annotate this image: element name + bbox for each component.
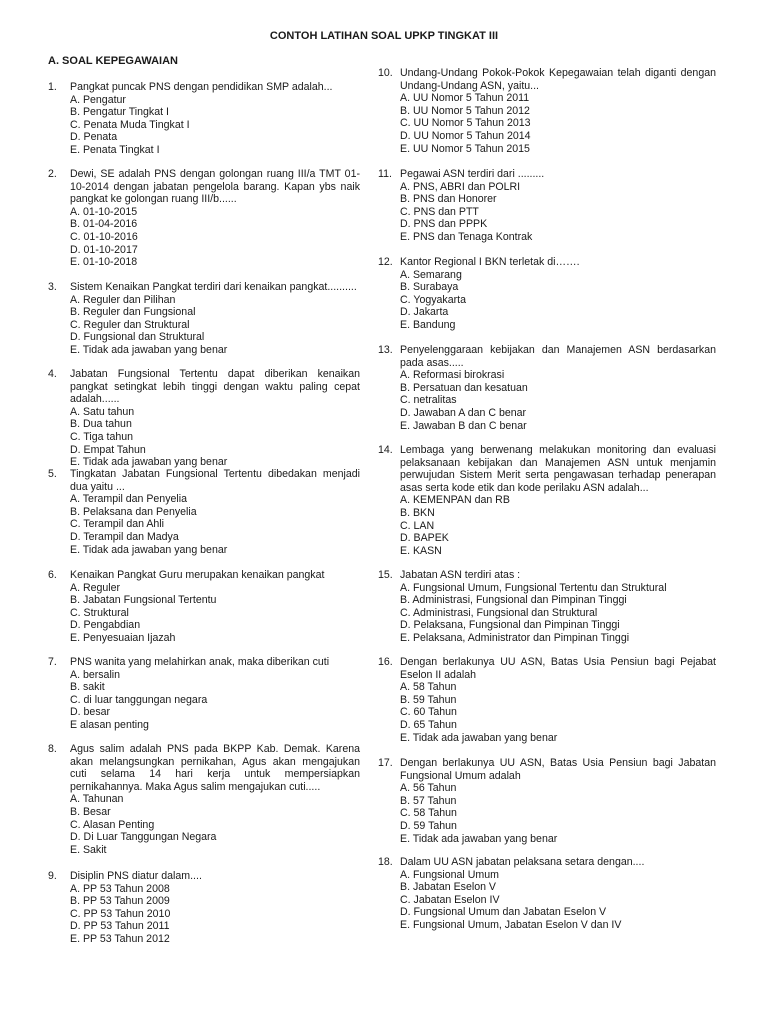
answer-option: B. PNS dan Honorer: [400, 193, 497, 206]
answer-option: A. 58 Tahun: [400, 681, 457, 694]
answer-option: B. 57 Tahun: [400, 794, 457, 807]
answer-option: E. PNS dan Tenaga Kontrak: [400, 230, 533, 243]
question-5: [48, 468, 360, 556]
answer-option: B. Surabaya: [400, 281, 459, 294]
answer-option: B. Jabatan Eselon V: [400, 881, 496, 894]
question-14: [378, 444, 716, 557]
answer-option: C. Terampil dan Ahli: [70, 518, 165, 531]
answer-option: A. PP 53 Tahun 2008: [70, 882, 170, 895]
answer-option: D. 59 Tahun: [400, 819, 457, 832]
answer-option: B. 59 Tahun: [400, 693, 457, 706]
answer-option: D. Empat Tahun: [70, 443, 146, 456]
answer-option: D. BAPEK: [400, 532, 449, 545]
question-17: [378, 757, 716, 845]
question-number: 9.: [48, 870, 57, 882]
answer-option: E. UU Nomor 5 Tahun 2015: [400, 142, 530, 155]
answer-option: A. Reguler: [70, 581, 121, 594]
answer-option: B. Pengatur Tingkat I: [70, 106, 169, 119]
answer-option: C. 60 Tahun: [400, 706, 457, 719]
answer-option: A. 56 Tahun: [400, 782, 457, 795]
answer-option: E. 01-10-2018: [70, 256, 138, 269]
question-number: 15.: [378, 569, 393, 581]
answer-option: A. Reformasi birokrasi: [400, 369, 505, 382]
question-16: [378, 656, 716, 744]
answer-option: A. Tahunan: [70, 793, 124, 806]
answer-option: A. 01-10-2015: [70, 205, 138, 218]
answer-option: C. PNS dan PTT: [400, 205, 479, 218]
answer-option: E. Pelaksana, Administrator dan Pimpinan Tinggi: [400, 631, 630, 644]
answer-option: D. Jawaban A dan C benar: [400, 406, 527, 419]
question-text: Kenaikan Pangkat Guru merupakan kenaikan pangkat: [70, 569, 325, 581]
answer-option: B. BKN: [400, 506, 435, 519]
answer-option: D. Jakarta: [400, 306, 449, 319]
question-text: Jabatan Fungsional Tertentu dapat diberikan kenaikan pangkat setingkat lebih tinggi dengan waktu paling cepat adalah......: [70, 368, 360, 406]
question-text: Kantor Regional I BKN terletak di…….: [400, 256, 580, 268]
answer-option: D. Fungsional dan Struktural: [70, 331, 205, 344]
question-10: [378, 67, 716, 155]
answer-option: C. netralitas: [400, 394, 457, 407]
question-number: 16.: [378, 656, 393, 668]
answer-option: C. 58 Tahun: [400, 807, 457, 820]
answer-option: D. PNS dan PPPK: [400, 218, 488, 231]
question-9: [48, 870, 360, 946]
answer-option: C. Tiga tahun: [70, 430, 134, 443]
answer-option: A. Terampil dan Penyelia: [70, 493, 187, 506]
answer-option: C. PP 53 Tahun 2010: [70, 907, 171, 920]
question-number: 18.: [378, 856, 393, 868]
answer-option: C. LAN: [400, 519, 435, 532]
answer-option: C. Reguler dan Struktural: [70, 318, 190, 331]
answer-option: A. Semarang: [400, 268, 462, 281]
answer-option: C. UU Nomor 5 Tahun 2013: [400, 117, 531, 130]
answer-option: B. Jabatan Fungsional Tertentu: [70, 594, 217, 607]
question-15: [378, 569, 716, 645]
answer-option: D. Terampil dan Madya: [70, 530, 179, 543]
question-number: 14.: [378, 444, 393, 456]
answer-option: E. Bandung: [400, 318, 456, 331]
question-text: Dalam UU ASN jabatan pelaksana setara dengan....: [400, 856, 645, 868]
answer-option: D. Pengabdian: [70, 619, 141, 632]
question-text: Lembaga yang berwenang melakukan monitoring dan evaluasi pelaksanaan kebijakan dan Manajemen ASN untuk menjamin perwujudan Sistem Merit serta pengawasan terhadap penerapan asas serta kode etik dan kode perilaku ASN adalah...: [400, 444, 716, 494]
answer-option: E. Tidak ada jawaban yang benar: [70, 543, 228, 556]
answer-option: C. 01-10-2016: [70, 230, 138, 243]
question-13: [378, 344, 716, 432]
answer-option: A. Pengatur: [70, 93, 126, 106]
question-text: Dewi, SE adalah PNS dengan golongan ruang III/a TMT 01-10-2014 dengan jabatan pengelola barang. Kapan ybs naik pangkat ke golongan ruang III/b......: [70, 168, 360, 206]
answer-option: A. KEMENPAN dan RB: [400, 494, 510, 507]
page-title: CONTOH LATIHAN SOAL UPKP TINGKAT III: [269, 30, 499, 42]
answer-option: B. 01-04-2016: [70, 218, 138, 231]
question-number: 5.: [48, 468, 57, 480]
answer-option: D. PP 53 Tahun 2011: [70, 920, 170, 933]
question-number: 2.: [48, 168, 57, 180]
answer-option: A. Satu tahun: [70, 405, 135, 418]
answer-option: A. Reguler dan Pilihan: [70, 293, 176, 306]
question-number: 11.: [378, 168, 392, 180]
question-text: Penyelenggaraan kebijakan dan Manajemen ASN berdasarkan pada asas.....: [400, 344, 716, 369]
answer-option: D. Di Luar Tanggungan Negara: [70, 831, 217, 844]
section-heading: A. SOAL KEPEGAWAIAN: [48, 55, 178, 67]
question-number: 4.: [48, 368, 57, 380]
question-6: [48, 569, 360, 645]
answer-option: C. Struktural: [70, 606, 129, 619]
answer-option: D. UU Nomor 5 Tahun 2014: [400, 129, 531, 142]
answer-option: B. UU Nomor 5 Tahun 2012: [400, 104, 530, 117]
answer-option: C. di luar tanggungan negara: [70, 693, 208, 706]
question-number: 17.: [378, 757, 393, 769]
answer-option: E. KASN: [400, 544, 442, 557]
question-3: [48, 281, 360, 357]
answer-option: B. Besar: [70, 805, 111, 818]
answer-option: D. 65 Tahun: [400, 718, 457, 731]
answer-option: C. Yogyakarta: [400, 293, 466, 306]
question-text: Jabatan ASN terdiri atas :: [400, 569, 521, 581]
question-number: 1.: [48, 81, 57, 93]
question-text: Dengan berlakunya UU ASN, Batas Usia Pensiun bagi Pejabat Eselon II adalah: [400, 656, 716, 681]
answer-option: A. UU Nomor 5 Tahun 2011: [400, 92, 530, 105]
question-number: 6.: [48, 569, 57, 581]
question-text: Pangkat puncak PNS dengan pendidikan SMP adalah...: [70, 81, 333, 93]
question-18: [378, 856, 716, 932]
answer-option: E. Sakit: [70, 843, 107, 856]
answer-option: A. PNS, ABRI dan POLRI: [400, 180, 521, 193]
answer-option: C. Penata Muda Tingkat I: [70, 118, 190, 131]
answer-option: A. Fungsional Umum: [400, 868, 499, 881]
question-number: 7.: [48, 656, 57, 668]
question-number: 10.: [378, 67, 393, 79]
question-2: [48, 168, 360, 269]
answer-option: D. besar: [70, 706, 111, 719]
question-number: 3.: [48, 281, 57, 293]
answer-option: C. Alasan Penting: [70, 818, 155, 831]
answer-option: E. Penyesuaian Ijazah: [70, 631, 176, 644]
answer-option: E. Fungsional Umum, Jabatan Eselon V dan IV: [400, 918, 622, 931]
answer-option: D. Fungsional Umum dan Jabatan Eselon V: [400, 906, 607, 919]
question-text: Pegawai ASN terdiri dari .........: [400, 168, 545, 180]
answer-option: D. Penata: [70, 131, 118, 144]
answer-option: B. Reguler dan Fungsional: [70, 306, 196, 319]
question-4: [48, 368, 360, 469]
question-text: Tingkatan Jabatan Fungsional Tertentu dibedakan menjadi dua yaitu ...: [70, 468, 360, 493]
question-text: Agus salim adalah PNS pada BKPP Kab. Demak. Karena akan melangsungkan pernikahan, Agus akan mengajukan cuti selama 14 hari kerja untuk mempersiapkan pernikahannya. Maka Agus salim mengajukan cuti.....: [70, 743, 360, 793]
question-number: 12.: [378, 256, 393, 268]
answer-option: B. Persatuan dan kesatuan: [400, 381, 528, 394]
question-1: [48, 81, 360, 157]
answer-option: E. Tidak ada jawaban yang benar: [70, 456, 228, 469]
answer-option: B. sakit: [70, 681, 105, 694]
question-8: [48, 743, 360, 856]
answer-option: C. Jabatan Eselon IV: [400, 893, 500, 906]
answer-option: E. Jawaban B dan C benar: [400, 419, 527, 432]
answer-option: E. Penata Tingkat I: [70, 143, 160, 156]
answer-option: C. Administrasi, Fungsional dan Struktural: [400, 606, 598, 619]
answer-option: E. Tidak ada jawaban yang benar: [400, 731, 558, 744]
answer-option: E. PP 53 Tahun 2012: [70, 932, 170, 945]
answer-option: A. bersalin: [70, 668, 121, 681]
question-11: [378, 168, 716, 244]
answer-option: E alasan penting: [70, 718, 149, 731]
answer-option: B. Administrasi, Fungsional dan Pimpinan Tinggi: [400, 594, 627, 607]
question-text: Disiplin PNS diatur dalam....: [70, 870, 202, 882]
question-text: Dengan berlakunya UU ASN, Batas Usia Pensiun bagi Jabatan Fungsional Umum adalah: [400, 757, 716, 782]
answer-option: B. PP 53 Tahun 2009: [70, 895, 170, 908]
question-number: 13.: [378, 344, 393, 356]
answer-option: D. 01-10-2017: [70, 243, 138, 256]
answer-option: D. Pelaksana, Fungsional dan Pimpinan Tinggi: [400, 619, 620, 632]
question-text: PNS wanita yang melahirkan anak, maka diberikan cuti: [70, 656, 330, 668]
question-7: [48, 656, 360, 732]
question-12: [378, 256, 716, 332]
question-number: 8.: [48, 743, 57, 755]
answer-option: E. Tidak ada jawaban yang benar: [400, 832, 558, 845]
question-text: Sistem Kenaikan Pangkat terdiri dari kenaikan pangkat..........: [70, 281, 357, 293]
answer-option: B. Dua tahun: [70, 418, 132, 431]
answer-option: A. Fungsional Umum, Fungsional Tertentu dan Struktural: [400, 581, 667, 594]
answer-option: E. Tidak ada jawaban yang benar: [70, 343, 228, 356]
question-text: Undang-Undang Pokok-Pokok Kepegawaian telah diganti dengan Undang-Undang ASN, yaitu...: [400, 67, 716, 92]
answer-option: B. Pelaksana dan Penyelia: [70, 505, 197, 518]
